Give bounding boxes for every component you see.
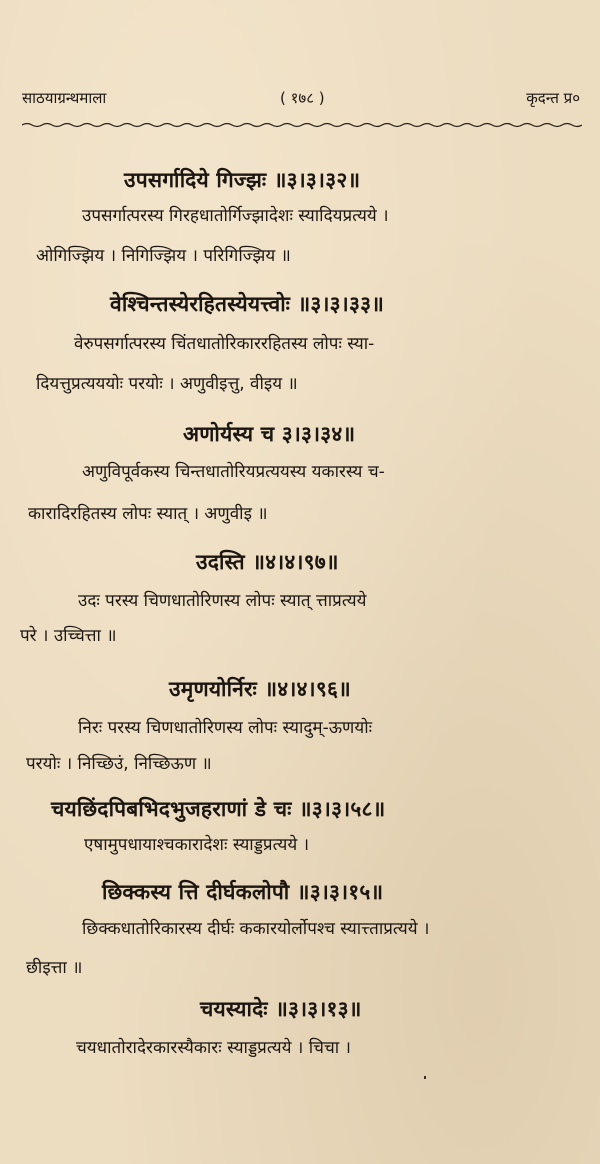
commentary-line: वेरुपसर्गात्परस्य चिंतधातोरिकाररहितस्य लोपः स्या- <box>74 334 375 354</box>
commentary-line: परे । उच्चित्ता ॥ <box>20 626 117 646</box>
commentary-line: चयधातोरादेरकारस्यैकारः स्याड्डप्रत्यये । चिचा । <box>76 1038 351 1058</box>
page-number: ( १७८ ) <box>280 89 325 107</box>
sutra-heading: अणोर्यस्य च ३।३।३४॥ <box>183 422 356 446</box>
sutra-heading: उदस्ति ॥४।४।९७॥ <box>196 550 339 574</box>
commentary-line: उपसर्गात्परस्य गिरहधातोर्गिज्झादेशः स्यादियप्रत्यये । <box>82 206 389 226</box>
section-title: कृदन्त प्र० <box>526 89 580 107</box>
commentary-line: ओगिज्झिय । निगिज्झिय । परिगिज्झिय ॥ <box>36 246 291 266</box>
sutra-heading: उमृणयोर्निरः ॥४।४।९६॥ <box>169 677 351 701</box>
commentary-line: छिक्कधातोरिकारस्य दीर्घः ककारयोर्लोपश्च स्यात्त्ताप्रत्यये । <box>82 919 430 939</box>
print-speck <box>424 1076 426 1079</box>
running-header <box>22 88 580 114</box>
sutra-heading: चयछिंदपिबभिदभुजहराणां डे चः ॥३।३।५८॥ <box>51 797 386 821</box>
header-rule <box>22 121 582 129</box>
commentary-line: दियत्तुप्रत्यययोः परयोः । अणुवीइत्तु, वीइय ॥ <box>36 374 298 394</box>
commentary-line: एषामुपधायाश्चकारादेशः स्याड्डप्रत्यये । <box>84 835 310 855</box>
commentary-line: अणुविपूर्वकस्य चिन्तधातोरियप्रत्ययस्य यकारस्य च- <box>82 462 385 482</box>
commentary-line: निरः परस्य चिणधातोरिणस्य लोपः स्यादुम्-ऊणयोः <box>78 718 373 738</box>
sutra-heading: उपसर्गादिये गिज्झः ॥३।३।३२॥ <box>124 168 361 192</box>
series-title: साठयाग्रन्थमाला <box>22 89 107 107</box>
sutra-heading: छिक्कस्य त्ति दीर्घकलोपौ ॥३।३।१५॥ <box>102 880 384 904</box>
commentary-line: छीइत्ता ॥ <box>26 958 83 978</box>
sutra-heading: चयस्यादेः ॥३।३।१३॥ <box>200 997 362 1021</box>
commentary-line: परयोः । निच्छिउं, निच्छिऊण ॥ <box>26 754 212 774</box>
commentary-line: कारादिरहितस्य लोपः स्यात् । अणुवीइ ॥ <box>28 504 268 524</box>
commentary-line: उदः परस्य चिणधातोरिणस्य लोपः स्यात् त्ताप्रत्यये <box>78 591 367 611</box>
sutra-heading: वेश्चिन्तस्येरहितस्येयत्त्वोः ॥३।३।३३॥ <box>110 292 384 316</box>
